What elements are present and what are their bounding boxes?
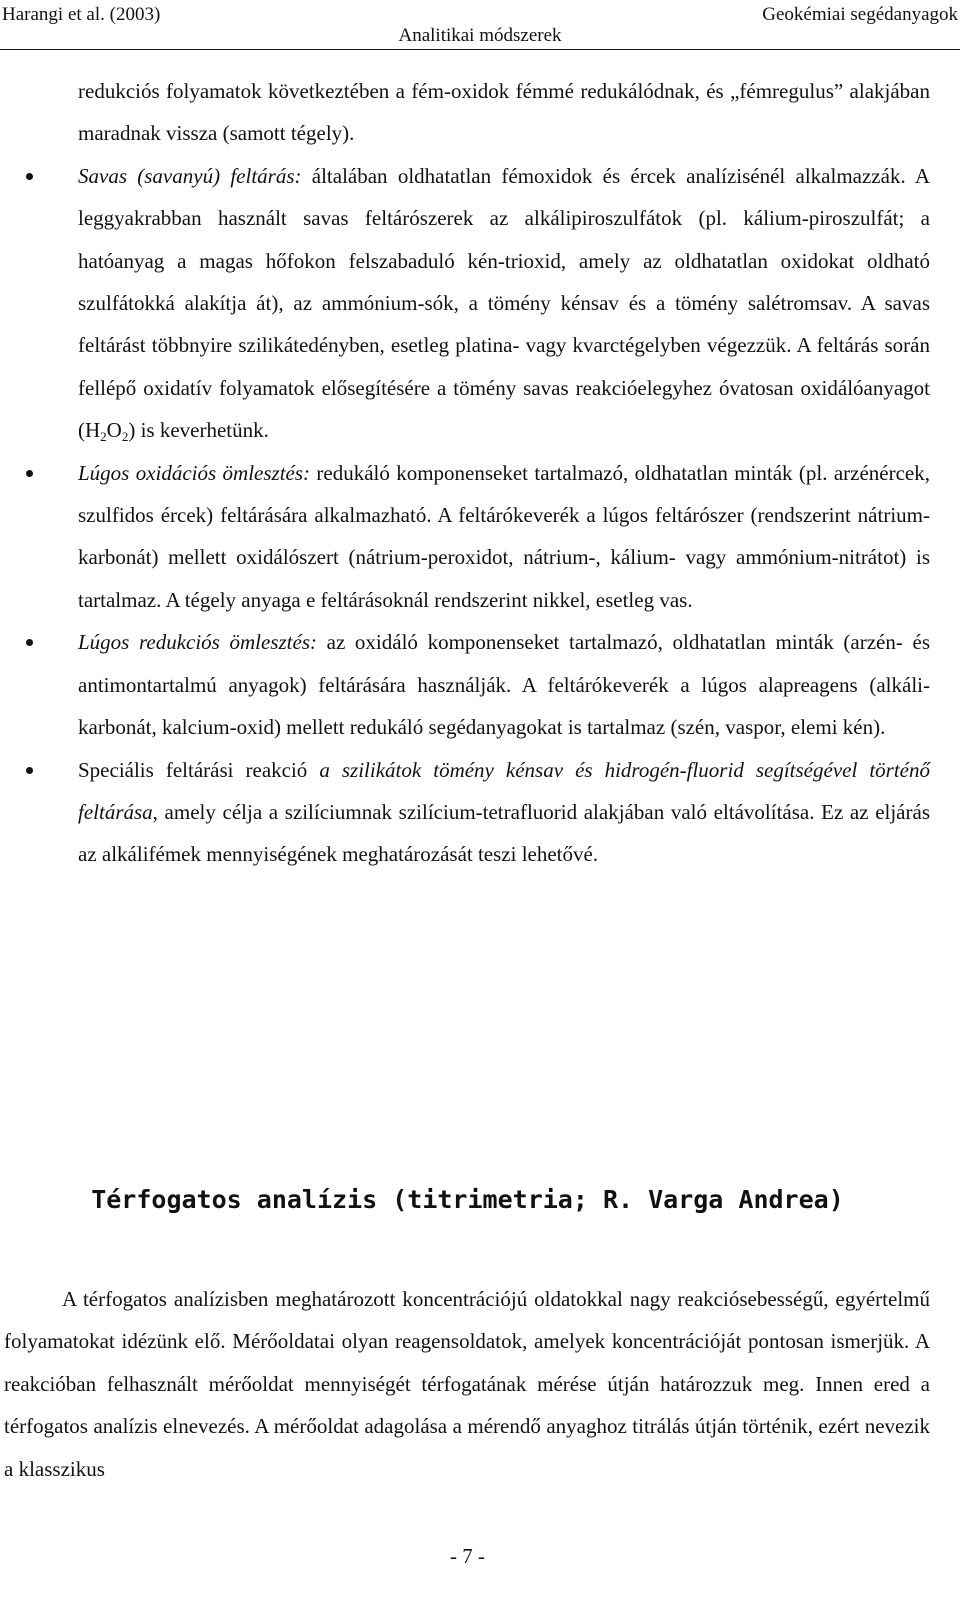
bullet-icon (26, 639, 33, 646)
section-title: Térfogatos analízis (titrimetria; R. Varga Andrea) (91, 1185, 844, 1214)
list-item (78, 452, 930, 622)
formula-part: O (106, 418, 122, 443)
bullet-icon (26, 767, 33, 774)
header-book-title: Geokémiai segédanyagok (762, 4, 958, 25)
list-item-text: ) is keverhetünk. (128, 418, 269, 443)
bullet-icon (26, 470, 33, 477)
main-text (78, 70, 930, 876)
continued-paragraph: redukciós folyamatok következtében a fém-oxidok fémmé redukálódnak, és „fémregulusˮ alakjában maradnak vissza (samott tégely). (78, 79, 930, 146)
subscript: 2 (121, 429, 129, 445)
list-item-text: redukáló komponenseket tartalmazó, oldhatatlan minták (pl. arzénércek, szulfidos ércek) feltárására alkalmazható. A feltárókeverék a lúgos feltárószer (rendszerint nátrium-karbonát) mellett oxidálószert (nátrium-peroxidot, nátrium-, kálium- vagy ammónium-nitrátot) is tartalmaz. A tégely anyaga e feltárásoknál rendszerint nikkel, esetleg vas. (78, 460, 930, 612)
list-item-term: Lúgos oxidációs ömlesztés: (78, 460, 311, 485)
subscript: 2 (100, 429, 107, 445)
page-number: - 7 - (450, 1544, 485, 1568)
list-item-term: a szilikátok tömény kénsav és hidrogén-fluorid segítségével történő feltárása (78, 757, 930, 824)
header-chapter: Analitikai módszerek (398, 25, 562, 46)
list-item-lead: Speciális feltárási reakció (78, 757, 320, 782)
header-authors: Harangi et al. (2003) (2, 4, 161, 25)
bullet-icon (26, 173, 33, 180)
list-item-text: az oxidáló komponenseket tartalmazó, oldhatatlan minták (arzén- és antimontartalmú anyagok) feltárására használják. A feltárókeverék a lúgos alapreagens (alkáli-karbonát, kalcium-oxid) mellett redukáló segédanyagokat is tartalmaz (szén, vaspor, elemi kén). (78, 630, 931, 740)
list-item-text: általában oldhatatlan fémoxidok és ércek analízisénél alkalmazzák. A leggyakrabban használt savas feltárószerek az alkálipiroszulfátok (pl. kálium-piroszulfát; a hatóanyag a magas hőfokon felszabaduló kén-trioxid, amely az oldhatatlan oxidokat oldható szulfátokká alakítja át), az ammónium-sók, a tömény kénsav és a tömény salétromsav. A savas feltárást többnyire szilikátedényben, esetleg platina- vagy kvarctégelyben végezzük. A feltárás során fellépő oxidatív folyamatok elősegítésére a tömény savas reakcióelegyhez óvatosan oxidálóanyagot (H (78, 163, 930, 443)
page-header (0, 4, 960, 50)
list-item (78, 155, 930, 452)
list-item-text: , amely célja a szilíciumnak szilícium-tetrafluorid alakjában való eltávolítása. Ez az eljárás az alkálifémek mennyiségének meghatározását teszi lehetővé. (78, 799, 930, 867)
list-item-term: Savas (savanyú) feltárás: (78, 163, 302, 188)
list-item-term: Lúgos redukciós ömlesztés: (78, 630, 317, 655)
list-item (78, 749, 930, 876)
section-paragraph: A térfogatos analízisben meghatározott koncentrációjú oldatokkal nagy reakciósebességű, egyértelmű folyamatokat idézünk elő. Mérőoldatai olyan reagensoldatok, amelyek koncentrációját pontosan ismerjük. A reakcióban felhasznált mérőoldat mennyiségét térfogatának mérése útján határozzuk meg. Innen ered a térfogatos analízis elnevezés. A mérőoldat adagolása a mérendő anyaghoz titrálás útján történik, ezért nevezik a klasszikus (4, 1287, 930, 1481)
header-rule (0, 49, 960, 50)
list-item (78, 621, 930, 748)
